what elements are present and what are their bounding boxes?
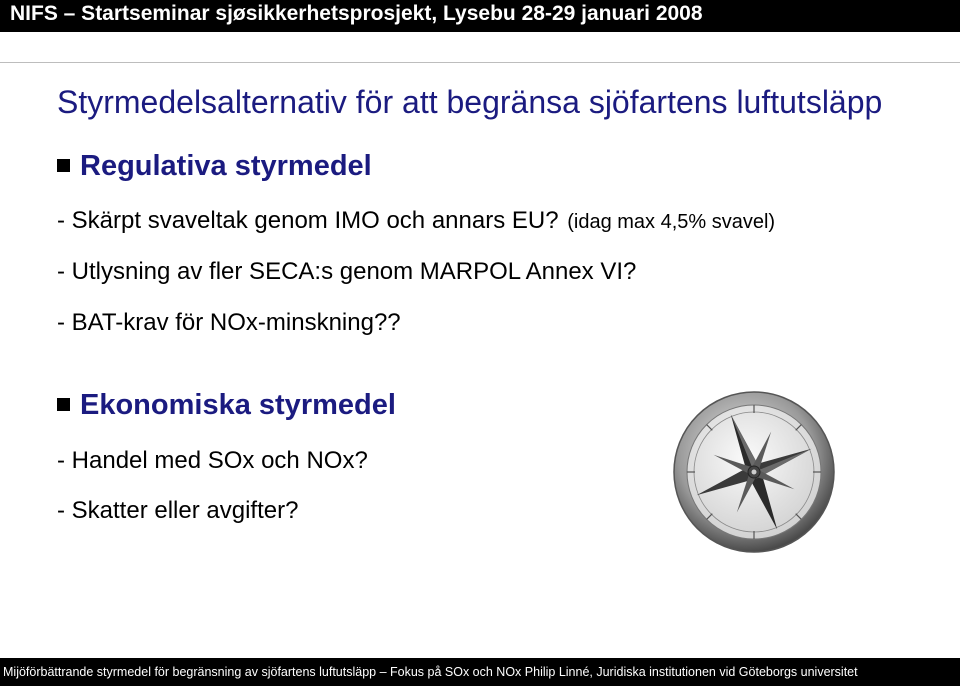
square-bullet-icon bbox=[57, 159, 70, 172]
list-item-text: - Utlysning av fler SECA:s genom MARPOL Annex VI? bbox=[57, 258, 637, 285]
list-item-text: - Skatter eller avgifter? bbox=[57, 497, 299, 524]
footer-bar bbox=[0, 658, 960, 686]
list-item bbox=[57, 497, 298, 525]
section-heading-regulativa bbox=[57, 150, 372, 183]
list-item bbox=[57, 258, 636, 286]
slide-title: Styrmedelsalternativ för att begränsa sjöfartens luftutsläpp bbox=[57, 84, 883, 120]
section-heading-ekonomiska bbox=[57, 389, 396, 422]
list-item-text: - Skärpt svaveltak genom IMO och annars EU? bbox=[57, 207, 559, 234]
footer-text: Mijöförbättrande styrmedel för begränsning av sjöfartens luftutsläpp – Fokus på SOx och NOx Philip Linné, Juridiska institutionen vid Göteborgs universitet bbox=[3, 665, 858, 679]
list-item-text: - Handel med SOx och NOx? bbox=[57, 447, 368, 474]
list-item-note: (idag max 4,5% svavel) bbox=[567, 211, 776, 233]
square-bullet-icon bbox=[57, 398, 70, 411]
list-item bbox=[57, 309, 401, 337]
header-title: NIFS – Startseminar sjøsikkerhetsprosjekt, Lysebu 28-29 januari 2008 bbox=[10, 2, 703, 25]
header-divider bbox=[0, 62, 960, 63]
section-heading-label: Regulativa styrmedel bbox=[80, 150, 372, 182]
section-heading-label: Ekonomiska styrmedel bbox=[80, 389, 396, 421]
list-item bbox=[57, 447, 368, 475]
list-item bbox=[57, 207, 775, 235]
list-item-text: - BAT-krav för NOx-minskning?? bbox=[57, 309, 401, 336]
header-bar bbox=[0, 0, 960, 32]
compass-icon bbox=[672, 390, 836, 554]
